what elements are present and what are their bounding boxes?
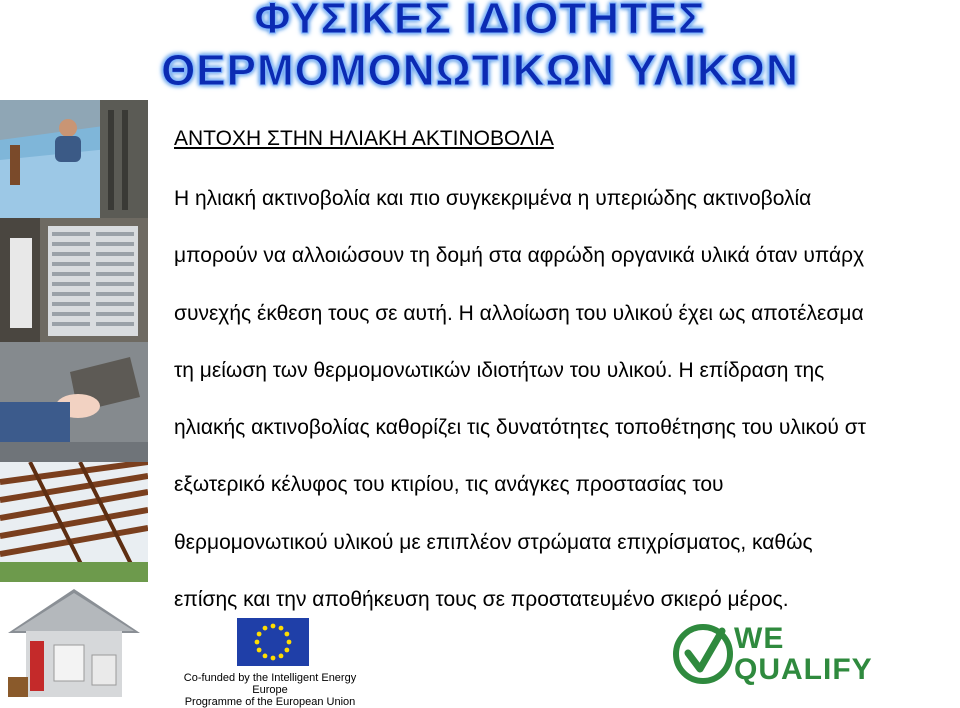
cofunded-line1: Co-funded by the Intelligent Energy Europe (183, 672, 357, 696)
photo-pergola (0, 462, 148, 582)
page-title-line1: ΦΥΣΙΚΕΣ ΙΔΙΟΤΗΤΕΣ (254, 0, 706, 43)
body-line: ηλιακής ακτινοβολίας καθορίζει τις δυνατότητες τοποθέτησης του υλικού στ (174, 416, 866, 440)
logo-word-we: WE (734, 622, 785, 655)
section-body (174, 184, 960, 642)
section-heading: ΑΝΤΟΧΗ ΣΤΗΝ ΗΛΙΑΚΗ ΑΚΤΙΝΟΒΟΛΙΑ (174, 127, 554, 150)
body-line: συνεχής έκθεση τους σε αυτή. Η αλλοίωση του υλικού έχει ως αποτέλεσμα (174, 301, 864, 325)
page-title-line2: ΘΕΡΜΟΜΟΝΩΤΙΚΩΝ ΥΛΙΚΩΝ (161, 46, 799, 95)
house-illustration (0, 585, 148, 702)
eu-flag-icon (237, 618, 309, 671)
body-line: τη μείωση των θερμομονωτικών ιδιοτήτων του υλικού. Η επίδραση της (174, 358, 825, 382)
logo-word-qualify: QUALIFY (734, 653, 873, 686)
cofunded-line2: Programme of the European Union (184, 696, 356, 708)
cofunded-text (180, 672, 360, 708)
photo-window-shutters (0, 218, 148, 342)
photo-worker-insulation-boards (0, 100, 148, 218)
body-line: θερμομονωτικού υλικού με επιπλέον στρώματα επιχρίσματος, καθώς (174, 530, 813, 554)
body-line: εξωτερικό κέλυφος του κτιρίου, τις ανάγκες προστασίας του (174, 473, 724, 497)
body-line: επίσης και την αποθήκευση τους σε προστατευμένο σκιερό μέρος. (174, 588, 789, 612)
body-line: μπορούν να αλλοιώσουν τη δομή στα αφρώδη οργανικά υλικά όταν υπάρχ (174, 244, 865, 268)
we-qualify-check-icon (672, 623, 734, 690)
photo-plastering-hand (0, 342, 148, 462)
body-line: Η ηλιακή ακτινοβολία και πιο συγκεκριμένα η υπεριώδης ακτινοβολία (174, 187, 812, 210)
